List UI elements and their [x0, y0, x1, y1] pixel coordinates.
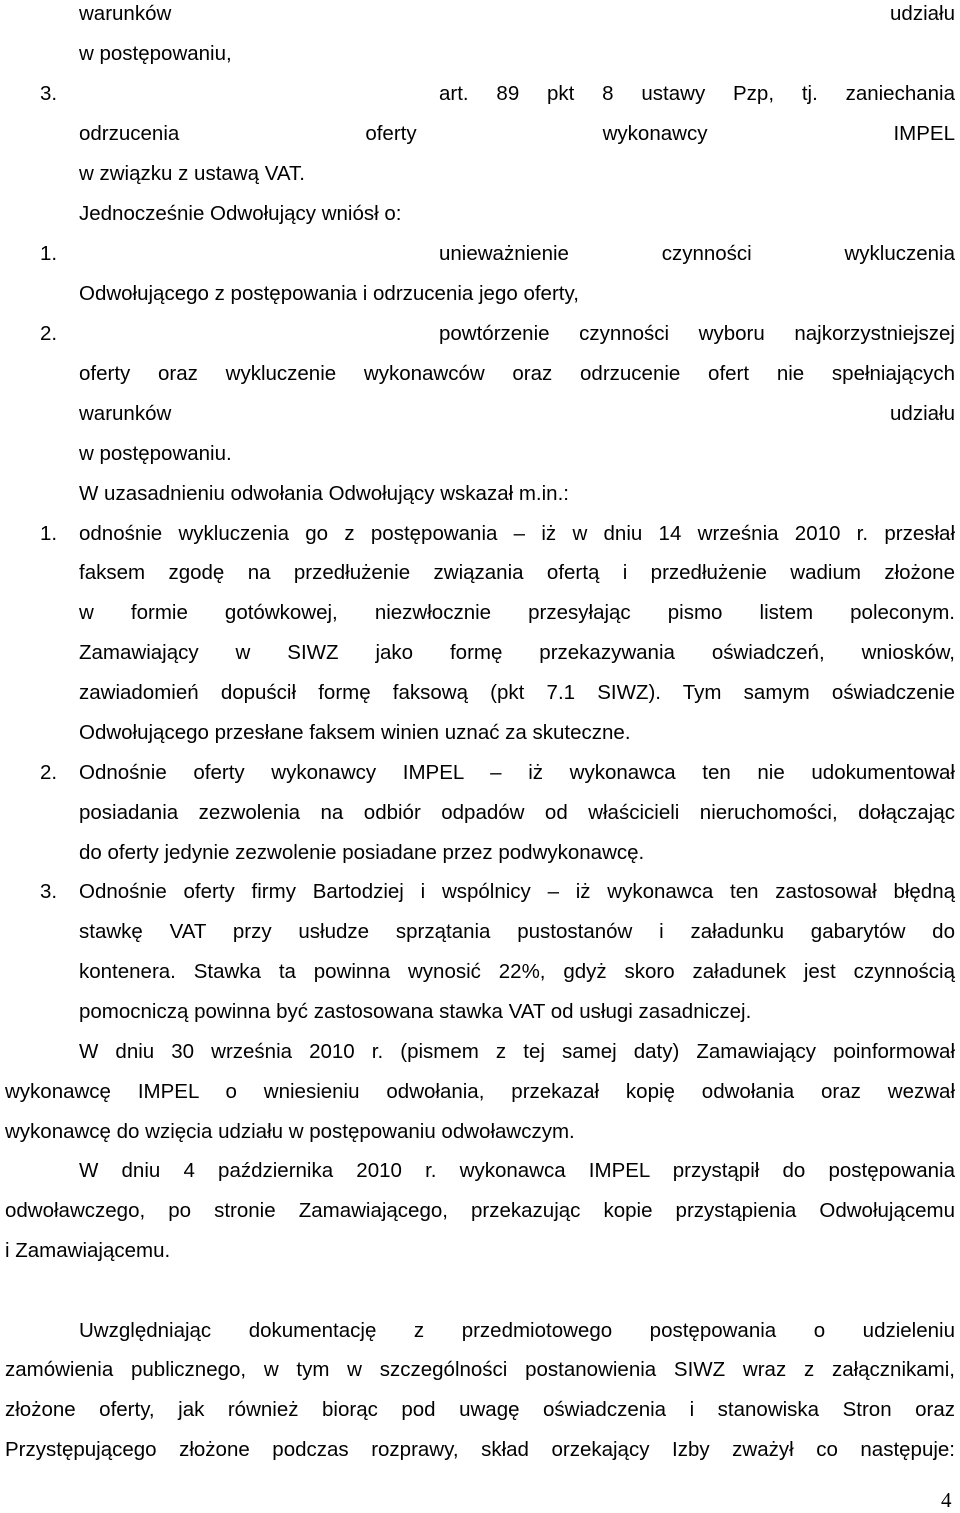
text-line: wykonawcę do wzięcia udziału w postępowaniu odwoławczym.: [5, 1120, 575, 1143]
text-line: warunków udziału: [79, 2, 955, 25]
list-number: 3.: [40, 880, 58, 903]
text-line: W dniu 4 października 2010 r. wykonawca IMPEL przystąpił do postępowania: [79, 1159, 955, 1182]
text-line: posiadania zezwolenia na odbiór odpadów od właścicieli nieruchomości, dołączając: [79, 801, 955, 824]
text-line: W uzasadnieniu odwołania Odwołujący wskazał m.in.:: [79, 482, 569, 505]
text-line: pomocniczą powinna być zastosowana stawka VAT od usługi zasadniczej.: [79, 1000, 752, 1023]
text-line: wykonawcę IMPEL o wniesieniu odwołania, przekazał kopię odwołania oraz wezwał: [5, 1080, 955, 1103]
text-line: unieważnienie czynności wykluczenia: [439, 242, 955, 265]
text-line: Odwołującego przesłane faksem winien uznać za skuteczne.: [79, 721, 631, 744]
text-line: stawkę VAT przy usłudze sprzątania pustostanów i załadunku gabarytów do: [79, 920, 955, 943]
text-line: odnośnie wykluczenia go z postępowania – iż w dniu 14 września 2010 r. przesłał: [79, 522, 955, 545]
text-line: warunków udziału: [79, 402, 955, 425]
list-number: 1.: [40, 242, 58, 265]
text-line: Odnośnie oferty wykonawcy IMPEL – iż wykonawca ten nie udokumentował: [79, 761, 955, 784]
text-line: faksem zgodę na przedłużenie związania ofertą i przedłużenie wadium złożone: [79, 561, 955, 584]
text-line: Odwołującego z postępowania i odrzucenia jego oferty,: [79, 282, 579, 305]
text-line: odwoławczego, po stronie Zamawiającego, przekazując kopie przystąpienia Odwołującemu: [5, 1199, 955, 1222]
page-number: 4: [941, 1488, 952, 1512]
text-line: w postępowaniu.: [79, 442, 232, 465]
text-line: w postępowaniu,: [79, 42, 232, 65]
text-line: zawiadomień dopuścił formę faksową (pkt 7.1 SIWZ). Tym samym oświadczenie: [79, 681, 955, 704]
list-number: 3.: [40, 82, 58, 105]
text-line: w związku z ustawą VAT.: [79, 162, 305, 185]
list-number: 1.: [40, 522, 58, 545]
text-line: w formie gotówkowej, niezwłocznie przesyłając pismo listem poleconym.: [79, 601, 955, 624]
text-line: powtórzenie czynności wyboru najkorzystniejszej: [439, 322, 955, 345]
text-line: Przystępującego złożone podczas rozprawy, skład orzekający Izby zważył co następuje:: [5, 1438, 955, 1461]
text-line: Odnośnie oferty firmy Bartodziej i wspólnicy – iż wykonawca ten zastosował błędną: [79, 880, 955, 903]
text-line: Jednocześnie Odwołujący wniósł o:: [79, 202, 402, 225]
text-line: do oferty jedynie zezwolenie posiadane przez podwykonawcę.: [79, 841, 645, 864]
text-line: Uwzględniając dokumentację z przedmiotowego postępowania o udzieleniu: [79, 1319, 955, 1342]
text-line: oferty oraz wykluczenie wykonawców oraz odrzucenie ofert nie spełniających: [79, 362, 955, 385]
text-line: Zamawiający w SIWZ jako formę przekazywania oświadczeń, wniosków,: [79, 641, 955, 664]
text-line: i Zamawiającemu.: [5, 1239, 171, 1262]
list-number: 2.: [40, 322, 58, 345]
text-line: W dniu 30 września 2010 r. (pismem z tej samej daty) Zamawiający poinformował: [79, 1040, 955, 1063]
text-line: kontenera. Stawka ta powinna wynosić 22%, gdyż skoro załadunek jest czynnością: [79, 960, 955, 983]
text-line: zamówienia publicznego, w tym w szczególności postanowienia SIWZ wraz z załącznikami,: [5, 1358, 955, 1381]
text-line: złożone oferty, jak również biorąc pod uwagę oświadczenia i stanowiska Stron oraz: [5, 1398, 955, 1421]
text-line: art. 89 pkt 8 ustawy Pzp, tj. zaniechania: [439, 82, 955, 105]
text-line: odrzucenia oferty wykonawcy IMPEL: [79, 122, 955, 145]
list-number: 2.: [40, 761, 58, 784]
